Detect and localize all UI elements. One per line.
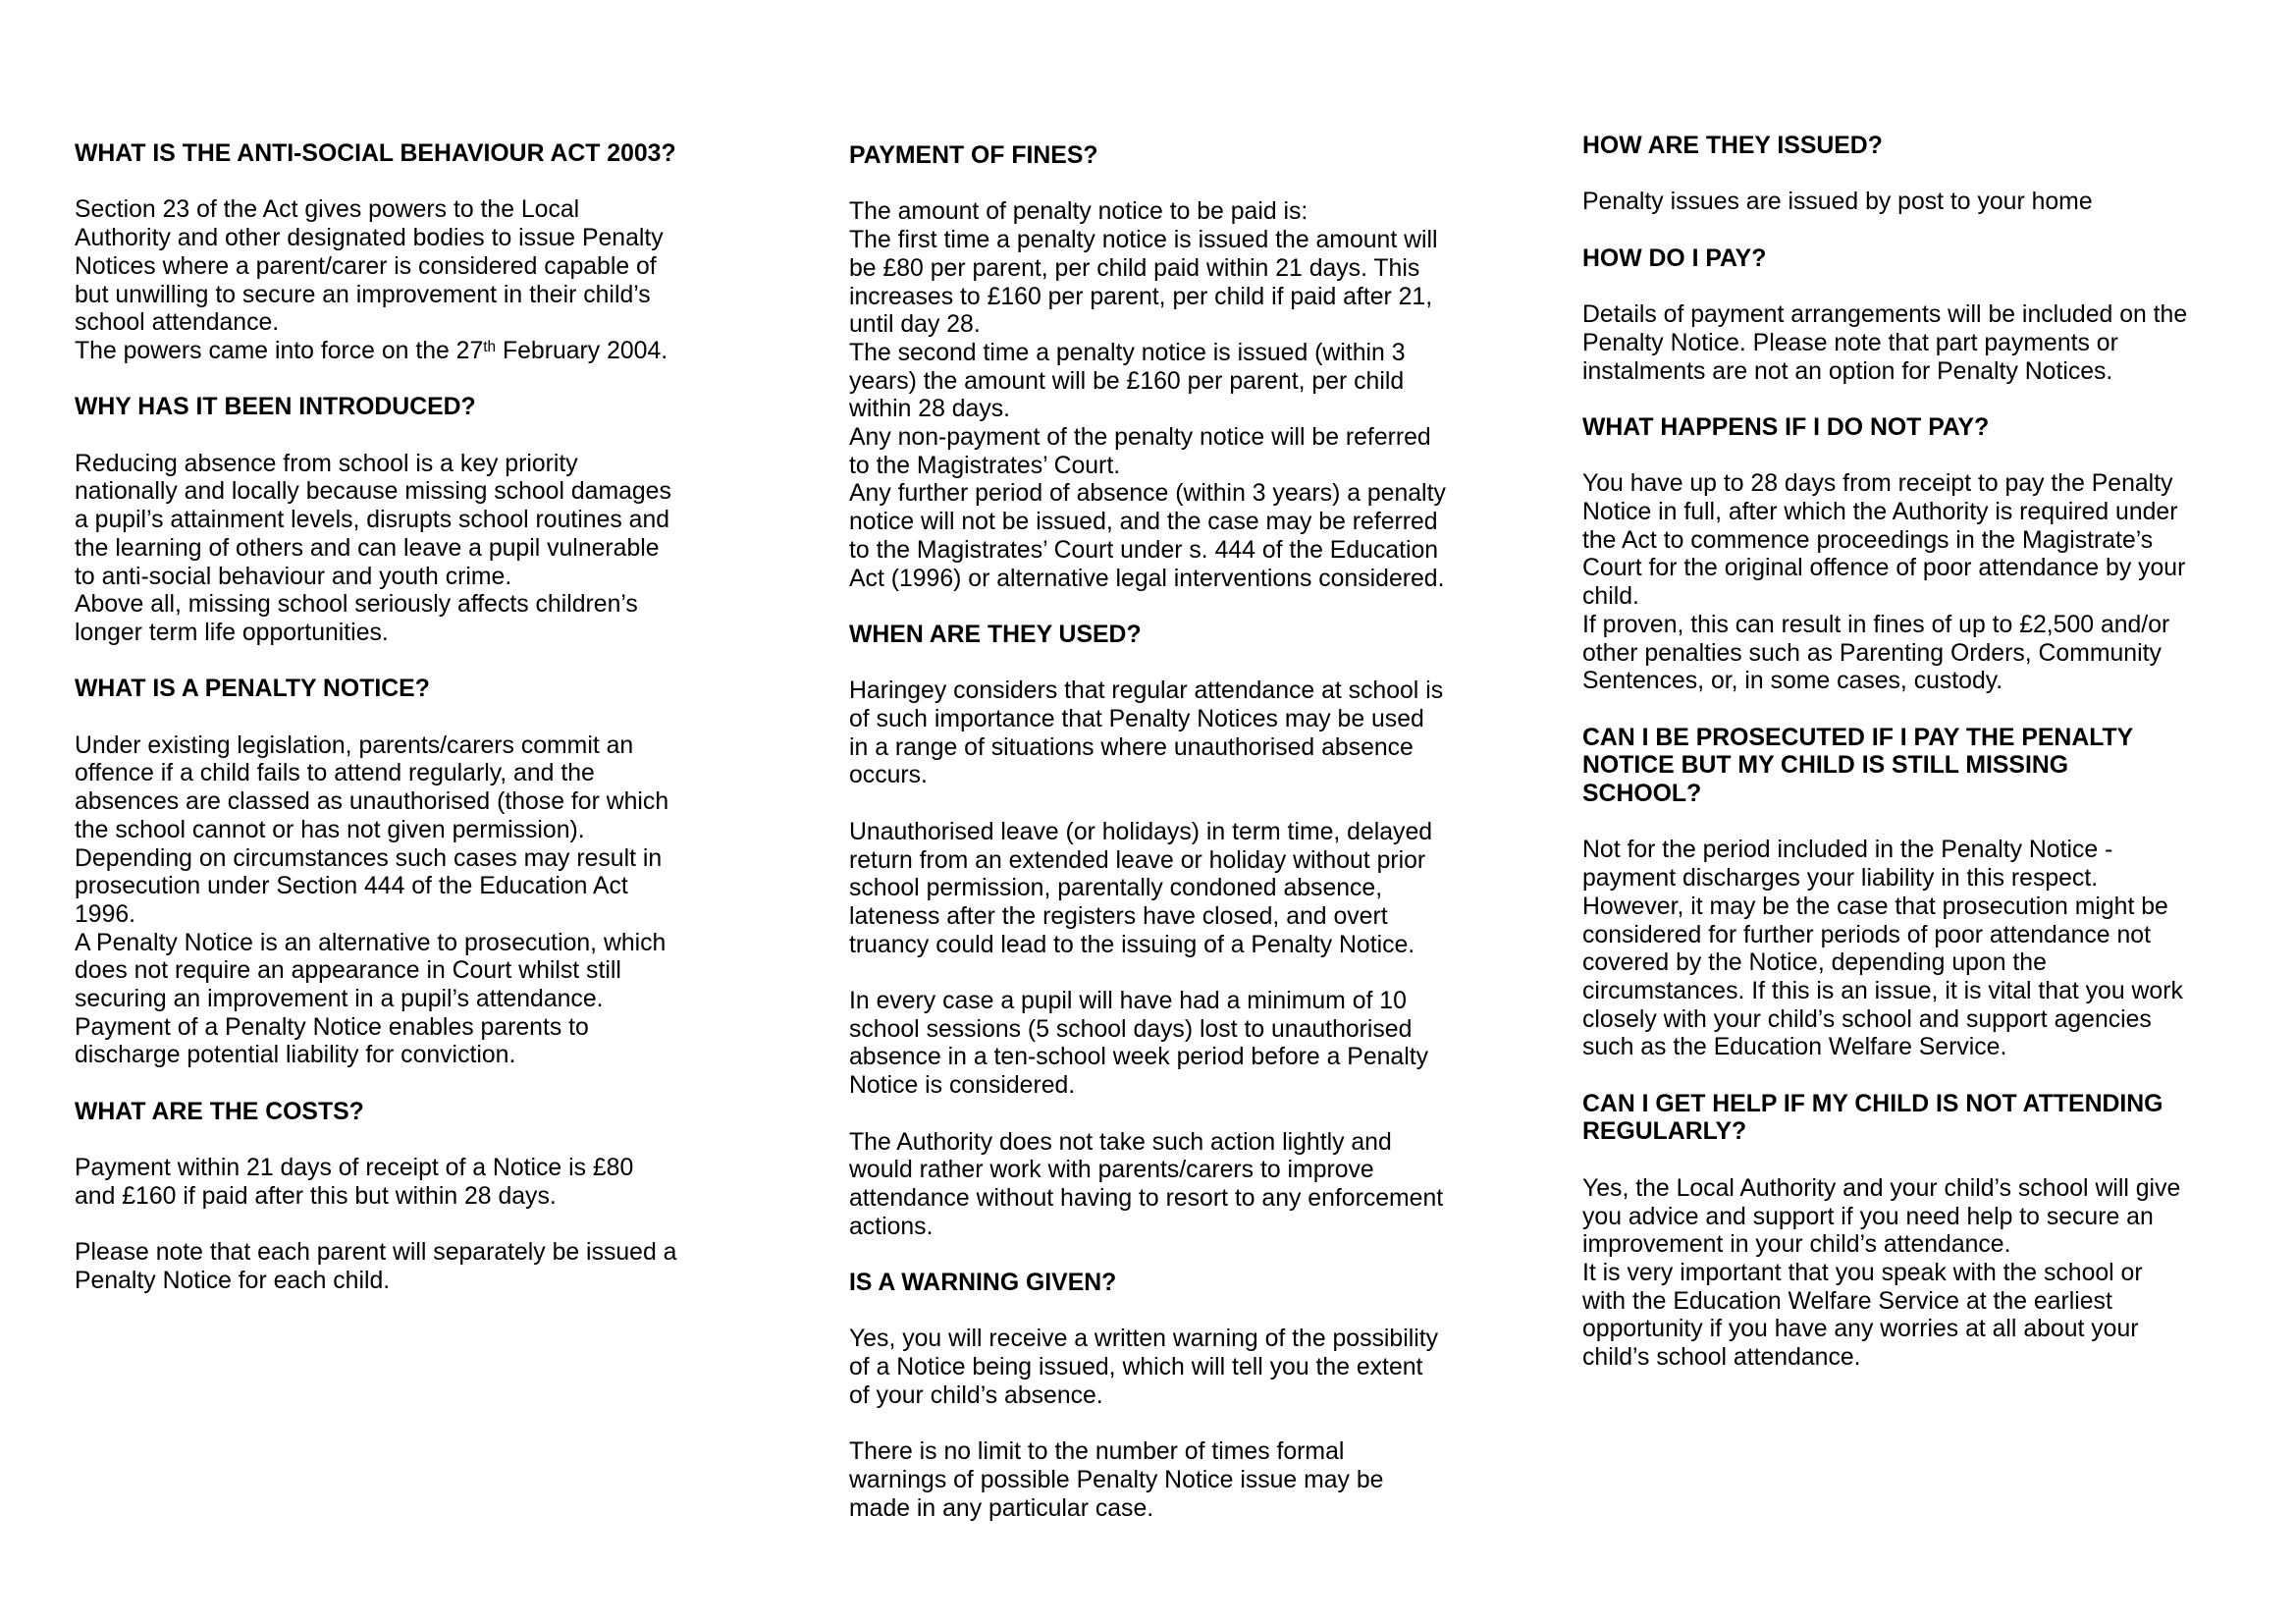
paragraph: Unauthorised leave (or holidays) in term time, delayed return from an extended leave or holiday without prior school permission, parentally condoned absence, lateness after the registers have closed, and overt truancy could lead to the issuing of a Penalty Notice. bbox=[849, 818, 1433, 958]
paragraph: Please note that each parent will separately be issued a Penalty Notice for each child. bbox=[75, 1239, 677, 1294]
paragraph: The Authority does not take such action lightly and would rather work with parents/carers to improve attendance without having to resort to any enforcement actions. bbox=[849, 1128, 1444, 1240]
column-middle bbox=[849, 142, 1448, 1551]
section-heading: WHAT IS A PENALTY NOTICE? bbox=[75, 676, 430, 703]
paragraph: Any further period of absence (within 3 years) a penalty notice will not be issued, and the case may be referred to the Magistrates’ Court under s. 444 of the Education Act (1996) or alternative legal interventions considered. bbox=[849, 480, 1446, 592]
section-heading: CAN I GET HELP IF MY CHILD IS NOT ATTENDING REGULARLY? bbox=[1582, 1090, 2163, 1146]
section-heading: WHAT HAPPENS IF I DO NOT PAY? bbox=[1582, 413, 1990, 441]
section-heading: WHAT IS THE ANTI-SOCIAL BEHAVIOUR ACT 2003? bbox=[75, 140, 676, 167]
paragraph: Above all, missing school seriously affects children’s longer term life opportunities. bbox=[75, 591, 638, 646]
section-payment-of-fines bbox=[849, 142, 1448, 593]
paragraph: Haringey considers that regular attendance at school is of such importance that Penalty Notices may be used in a range of situations where unauthorised absence occurs. bbox=[849, 677, 1444, 789]
paragraph: Under existing legislation, parents/carers commit an offence if a child fails to attend regularly, and the absences are classed as unauthorised (those for which the school cannot or has not given permission). bbox=[75, 731, 669, 843]
column-right bbox=[1582, 133, 2189, 1400]
section-heading: PAYMENT OF FINES? bbox=[849, 142, 1098, 169]
section-heading: WHAT ARE THE COSTS? bbox=[75, 1098, 364, 1125]
section-what-is-penalty-notice bbox=[75, 676, 678, 1070]
section-how-are-they-issued bbox=[1582, 133, 2189, 217]
paragraph: Depending on circumstances such cases may result in prosecution under Section 444 of the Education Act 1996. bbox=[75, 844, 663, 928]
paragraph: The first time a penalty notice is issued the amount will be £80 per parent, per child paid within 21 days. This increases to £160 per parent, per child if paid after 21, until day 28. bbox=[849, 227, 1438, 339]
paragraph: If proven, this can result in fines of up to £2,500 and/or other penalties such as Parenting Orders, Community Sentences, or, in some cases, custody. bbox=[1582, 611, 2170, 695]
paragraph: Details of payment arrangements will be included on the Penalty Notice. Please note that part payments or instalments are not an option for Penalty Notices. bbox=[1582, 301, 2188, 385]
paragraph: Not for the period included in the Penalty Notice - payment discharges your liability in this respect. However, it may be the case that prosecution might be considered for further periods of poor attendance not covered by the Notice, depending upon the circumstances. If this is an issue, it is vital that you work closely with your child’s school and support agencies such as the Education Welfare Service. bbox=[1582, 837, 2183, 1061]
section-heading: HOW ARE THEY ISSUED? bbox=[1582, 133, 1883, 159]
paragraph: Payment within 21 days of receipt of a Notice is £80 and £160 if paid after this but within 28 days. bbox=[75, 1155, 634, 1210]
paragraph: A Penalty Notice is an alternative to prosecution, which does not require an appearance in Court whilst still securing an improvement in a pupil’s attendance. bbox=[75, 929, 667, 1013]
section-what-if-i-do-not-pay bbox=[1582, 414, 2189, 696]
section-when-are-they-used bbox=[849, 622, 1448, 1241]
paragraph: You have up to 28 days from receipt to pay the Penalty Notice in full, after which the Authority is required under the Act to commence proceedings in the Magistrate’s Court for the original offence of poor attendance by your child. bbox=[1582, 470, 2186, 611]
paragraph: The second time a penalty notice is issued (within 3 years) the amount will be £160 per parent, per child within 28 days. bbox=[849, 339, 1406, 423]
paragraph: Section 23 of the Act gives powers to the Local Authority and other designated bodies to issue Penalty Notices where a parent/carer is considered capable of but unwilling to secure an improvement in their child’s school attendance. bbox=[75, 196, 664, 337]
section-heading: WHY HAS IT BEEN INTRODUCED? bbox=[75, 394, 476, 421]
paragraph bbox=[75, 338, 678, 366]
powers-line-post: February 2004. bbox=[496, 337, 668, 364]
section-can-i-get-help bbox=[1582, 1091, 2189, 1373]
section-heading: IS A WARNING GIVEN? bbox=[849, 1270, 1117, 1297]
section-heading: WHEN ARE THEY USED? bbox=[849, 621, 1142, 648]
section-anti-social-behaviour-act bbox=[75, 140, 678, 366]
section-prosecuted-if-pay bbox=[1582, 725, 2189, 1062]
paragraph: The amount of penalty notice to be paid is: bbox=[849, 198, 1308, 226]
section-why-introduced bbox=[75, 394, 678, 647]
ordinal-superscript: th bbox=[483, 339, 497, 356]
section-what-are-the-costs bbox=[75, 1099, 678, 1296]
powers-line-pre: The powers came into force on the 27 bbox=[75, 337, 484, 364]
paragraph: In every case a pupil will have had a minimum of 10 school sessions (5 school days) lost to unauthorised absence in a ten-school week period before a Penalty Notice is considered. bbox=[849, 988, 1428, 1100]
column-left bbox=[75, 140, 678, 1324]
paragraph: It is very important that you speak with the school or with the Education Welfare Service at the earliest opportunity if you have any worries at all about your child’s school attendance. bbox=[1582, 1259, 2143, 1372]
section-heading: CAN I BE PROSECUTED IF I PAY THE PENALTY NOTICE BUT MY CHILD IS STILL MISSING SCHOOL? bbox=[1582, 724, 2133, 808]
paragraph: Payment of a Penalty Notice enables parents to discharge potential liability for conviction. bbox=[75, 1013, 589, 1069]
paragraph: Penalty issues are issued by post to your home bbox=[1582, 189, 2093, 216]
paragraph: Yes, you will receive a written warning of the possibility of a Notice being issued, which will tell you the extent of your child’s absence. bbox=[849, 1326, 1439, 1409]
section-how-do-i-pay bbox=[1582, 245, 2189, 387]
paragraph: Yes, the Local Authority and your child’s school will give you advice and support if you need help to secure an improvement in your child’s attendance. bbox=[1582, 1174, 2181, 1259]
paragraph: Any non-payment of the penalty notice will be referred to the Magistrates’ Court. bbox=[849, 424, 1431, 479]
section-heading: HOW DO I PAY? bbox=[1582, 244, 1767, 272]
section-is-a-warning-given bbox=[849, 1270, 1448, 1523]
paragraph: Reducing absence from school is a key priority nationally and locally because missing school damages a pupil’s attainment levels, disrupts school routines and the learning of others and can leave a pupil vulnerable to anti-social behaviour and youth crime. bbox=[75, 450, 671, 590]
paragraph: There is no limit to the number of times formal warnings of possible Penalty Notice issue may be made in any particular case. bbox=[849, 1438, 1384, 1522]
